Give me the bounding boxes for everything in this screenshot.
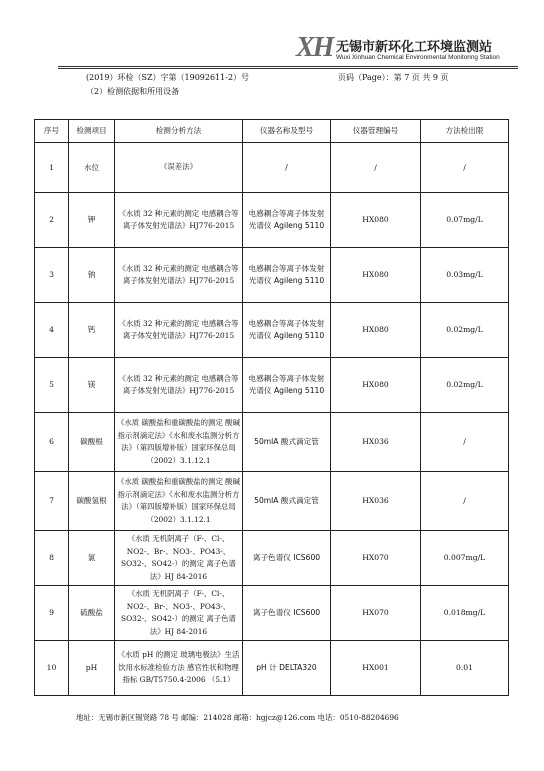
cell-instrument: 电感耦合等离子体发射光谱仪 Agileng 5110 [243, 358, 331, 413]
table-row [35, 413, 509, 472]
cell-method: 《误差法》 [115, 143, 243, 193]
header-rule-thin [58, 68, 518, 69]
cell-item: 钙 [69, 303, 115, 358]
cell-mgmt: HX080 [331, 358, 421, 413]
cell-instrument: 离子色谱仪 ICS600 [243, 586, 331, 641]
cell-limit: 0.02mg/L [421, 358, 509, 413]
cell-mgmt: HX070 [331, 531, 421, 586]
col-header-limit: 方法检出限 [421, 120, 509, 143]
cell-item: 氯 [69, 531, 115, 586]
cell-instrument: 50mlA 酸式滴定管 [243, 472, 331, 531]
cell-method: 《水质 32 种元素的测定 电感耦合等离子体发射光谱法》HJ776-2015 [115, 303, 243, 358]
cell-no: 7 [35, 472, 69, 531]
page-number: 页码（Page）：第 7 页 共 9 页 [338, 73, 449, 82]
cell-no: 2 [35, 193, 69, 248]
cell-mgmt: HX001 [331, 641, 421, 696]
cell-mgmt: HX080 [331, 248, 421, 303]
table-row [35, 472, 509, 531]
cell-mgmt: HX070 [331, 586, 421, 641]
company-logo [296, 32, 516, 68]
cell-item: 硫酸盐 [69, 586, 115, 641]
cell-no: 1 [35, 143, 69, 193]
cell-instrument: 电感耦合等离子体发射光谱仪 Agileng 5110 [243, 248, 331, 303]
cell-instrument: / [243, 143, 331, 193]
table-row [35, 641, 509, 696]
cell-item: 水位 [69, 143, 115, 193]
cell-no: 3 [35, 248, 69, 303]
cell-mgmt: / [331, 143, 421, 193]
cell-limit: / [421, 413, 509, 472]
cell-instrument: 电感耦合等离子体发射光谱仪 Agileng 5110 [243, 303, 331, 358]
col-header-item: 检测项目 [69, 120, 115, 143]
cell-instrument: 离子色谱仪 ICS600 [243, 531, 331, 586]
company-name-en: Wuxi Xinhuan Chemical Environmental Monitoring Station [336, 54, 500, 61]
method-equipment-table [34, 119, 509, 696]
col-header-mgmt: 仪器管理编号 [331, 120, 421, 143]
cell-limit: 0.02mg/L [421, 303, 509, 358]
company-name-cn: 无锡市新环化工环境监测站 [336, 40, 493, 55]
cell-mgmt: HX080 [331, 193, 421, 248]
cell-mgmt: HX080 [331, 303, 421, 358]
cell-limit: 0.007mg/L [421, 531, 509, 586]
page-footer: 地址：无锡市新区锡贤路 78 号 邮编：214028 邮箱：hgjcz@126.com 电话：0510-88204696 [76, 713, 399, 722]
document-number: (2019）环检（SZ）字第（19092611-2）号 [86, 73, 250, 82]
table-row [35, 193, 509, 248]
cell-limit: / [421, 472, 509, 531]
cell-item: 镁 [69, 358, 115, 413]
table-row [35, 358, 509, 413]
logo-mark: XH [296, 32, 333, 63]
cell-no: 5 [35, 358, 69, 413]
cell-no: 10 [35, 641, 69, 696]
cell-no: 8 [35, 531, 69, 586]
cell-method: 《水质 pH 的测定 玻璃电极法》生活饮用水标准检验方法 感官性状和物理指标 GB/T5750.4-2006 （5.1） [115, 641, 243, 696]
cell-limit: / [421, 143, 509, 193]
cell-instrument: pH 计 DELTA320 [243, 641, 331, 696]
cell-method: 《水质 无机阴离子（F-、Cl-、NO2-、Br-、NO3-、PO43-、SO32-、SO42-）的测定 离子色谱法》HJ 84-2016 [115, 531, 243, 586]
cell-method: 《水质 无机阴离子（F-、Cl-、NO2-、Br-、NO3-、PO43-、SO32-、SO42-）的测定 离子色谱法》HJ 84-2016 [115, 586, 243, 641]
cell-method: 《水质 碳酸盐和重碳酸盐的测定 酸碱指示剂滴定法》《水和废水监测分析方法》（第四版增补版）国家环保总局（2002）3.1.12.1 [115, 413, 243, 472]
table-row [35, 143, 509, 193]
cell-mgmt: HX036 [331, 472, 421, 531]
table-header-row [35, 120, 509, 143]
cell-method: 《水质 32 种元素的测定 电感耦合等离子体发射光谱法》HJ776-2015 [115, 248, 243, 303]
cell-instrument: 电感耦合等离子体发射光谱仪 Agileng 5110 [243, 193, 331, 248]
cell-mgmt: HX036 [331, 413, 421, 472]
cell-method: 《水质 32 种元素的测定 电感耦合等离子体发射光谱法》HJ776-2015 [115, 193, 243, 248]
cell-no: 4 [35, 303, 69, 358]
cell-item: 碳酸根 [69, 413, 115, 472]
cell-item: 钠 [69, 248, 115, 303]
table-row [35, 303, 509, 358]
cell-no: 9 [35, 586, 69, 641]
cell-no: 6 [35, 413, 69, 472]
cell-item: pH [69, 641, 115, 696]
section-title: （2）检测依据和所用设备 [86, 87, 180, 96]
table-row [35, 248, 509, 303]
cell-instrument: 50mlA 酸式滴定管 [243, 413, 331, 472]
cell-limit: 0.07mg/L [421, 193, 509, 248]
col-header-method: 检测分析方法 [115, 120, 243, 143]
cell-method: 《水质 碳酸盐和重碳酸盐的测定 酸碱指示剂滴定法》《水和废水监测分析方法》（第四版增补版）国家环保总局（2002）3.1.12.1 [115, 472, 243, 531]
cell-limit: 0.01 [421, 641, 509, 696]
cell-limit: 0.03mg/L [421, 248, 509, 303]
col-header-no: 序号 [35, 120, 69, 143]
header-rule [58, 66, 518, 67]
cell-item: 钾 [69, 193, 115, 248]
col-header-instrument: 仪器名称及型号 [243, 120, 331, 143]
table-row [35, 531, 509, 586]
table-row [35, 586, 509, 641]
cell-item: 碳酸氢根 [69, 472, 115, 531]
cell-limit: 0.018mg/L [421, 586, 509, 641]
cell-method: 《水质 32 种元素的测定 电感耦合等离子体发射光谱法》HJ776-2015 [115, 358, 243, 413]
